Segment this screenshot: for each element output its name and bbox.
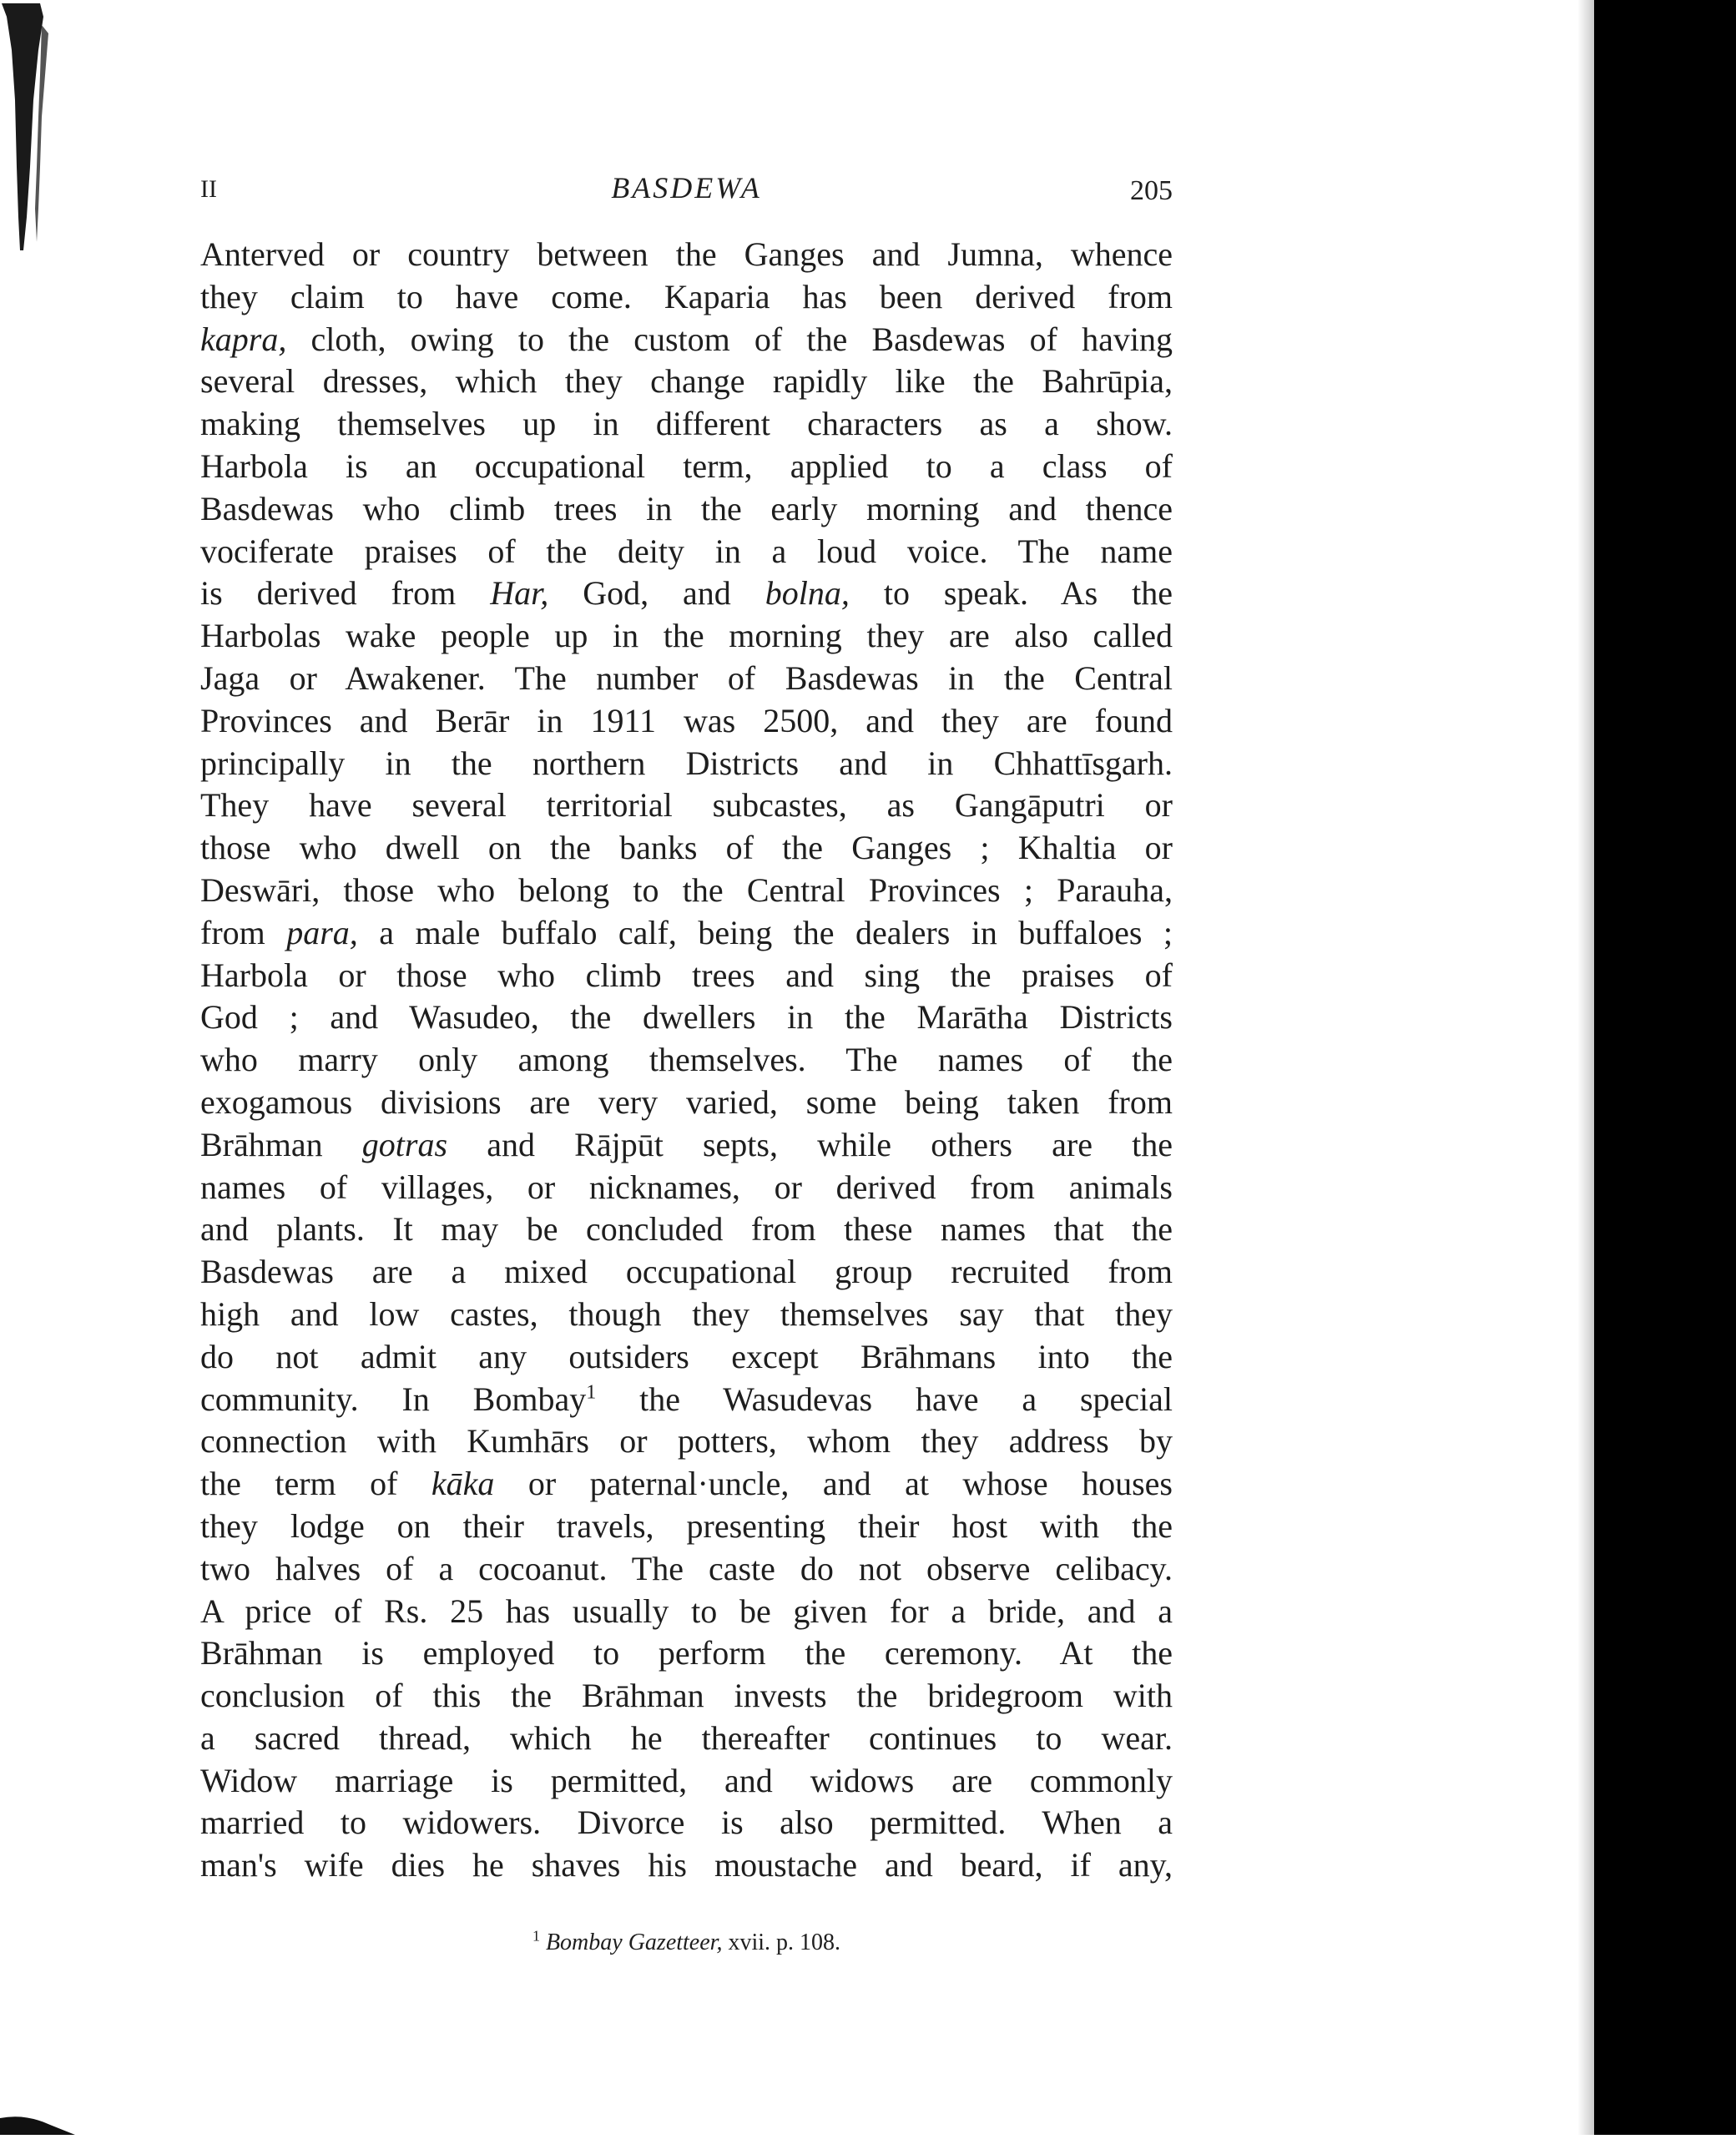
text-segment: Harbola or those who climb trees and sing the praises of bbox=[200, 956, 1173, 994]
text-segment: cloth, owing to the custom of the Basdewas of having bbox=[286, 320, 1173, 358]
running-title: BASDEWA bbox=[611, 171, 762, 204]
text-segment: Jaga or Awakener. The number of Basdewas in the Central bbox=[200, 658, 1173, 697]
text-line bbox=[200, 276, 1173, 319]
italic-term: gotras bbox=[361, 1125, 448, 1163]
text-segment: or paternal·uncle, and at whose houses bbox=[494, 1465, 1173, 1503]
footnote bbox=[200, 1927, 1173, 1956]
italic-term: Har, bbox=[490, 574, 549, 613]
text-segment: two halves of a cocoanut. The caste do not observe celibacy. bbox=[200, 1549, 1173, 1587]
footnote-source: Bombay Gazetteer, bbox=[545, 1930, 723, 1955]
text-line bbox=[200, 319, 1173, 361]
text-segment: God, and bbox=[548, 574, 765, 613]
text-line bbox=[200, 1675, 1173, 1718]
text-segment: principally in the northern Districts and in Chhattīsgarh. bbox=[200, 744, 1173, 782]
text-segment: they claim to have come. Kaparia has been derived from bbox=[200, 277, 1173, 315]
text-segment: connection with Kumhārs or potters, whom they address by bbox=[200, 1422, 1173, 1460]
chapter-numeral: II bbox=[200, 175, 217, 203]
text-line bbox=[200, 1591, 1173, 1633]
text-segment: to speak. As the bbox=[849, 574, 1173, 613]
text-line bbox=[200, 1082, 1173, 1124]
text-line bbox=[200, 784, 1173, 827]
text-segment: conclusion of this the Brāhman invests the bridegroom with bbox=[200, 1677, 1173, 1715]
text-segment: Anterved or country between the Ganges and Jumna, whence bbox=[200, 235, 1173, 273]
text-segment: do not admit any outsiders except Brāhmans into the bbox=[200, 1337, 1173, 1375]
scan-binding-shadow bbox=[0, 0, 58, 275]
text-line bbox=[200, 446, 1173, 488]
text-segment: Brāhman is employed to perform the ceremony. At the bbox=[200, 1634, 1173, 1672]
text-line bbox=[200, 912, 1173, 955]
text-line bbox=[200, 1167, 1173, 1209]
text-line bbox=[200, 658, 1173, 700]
text-segment: a sacred thread, which he thereafter continues to wear. bbox=[200, 1718, 1173, 1757]
text-line bbox=[200, 1379, 1173, 1421]
text-line bbox=[200, 1632, 1173, 1675]
text-line bbox=[200, 531, 1173, 573]
text-line bbox=[200, 1420, 1173, 1463]
italic-term: kāka bbox=[431, 1465, 495, 1503]
text-line bbox=[200, 361, 1173, 403]
text-segment: Widow marriage is permitted, and widows are commonly bbox=[200, 1761, 1173, 1799]
text-line bbox=[200, 1336, 1173, 1379]
text-segment: Deswāri, those who belong to the Central Provinces ; Parauha, bbox=[200, 870, 1173, 909]
text-line bbox=[200, 234, 1173, 276]
text-line bbox=[200, 488, 1173, 531]
text-line bbox=[200, 1760, 1173, 1803]
text-line bbox=[200, 955, 1173, 997]
text-line bbox=[200, 1506, 1173, 1548]
text-line bbox=[200, 827, 1173, 870]
text-segment: Harbola is an occupational term, applied to a class of bbox=[200, 446, 1173, 485]
text-line bbox=[200, 403, 1173, 446]
text-segment: from bbox=[200, 913, 287, 951]
text-line bbox=[200, 996, 1173, 1039]
text-segment: several dresses, which they change rapidly like the Bahrūpia, bbox=[200, 362, 1173, 401]
text-segment: Provinces and Berār in 1911 was 2500, and they are found bbox=[200, 701, 1173, 739]
text-line bbox=[200, 573, 1173, 615]
italic-term: bolna, bbox=[765, 574, 850, 613]
text-line bbox=[200, 1844, 1173, 1887]
text-line bbox=[200, 743, 1173, 785]
text-line bbox=[200, 1208, 1173, 1251]
text-segment: a male buffalo calf, being the dealers in buffaloes ; bbox=[357, 913, 1173, 951]
text-segment: the Wasudevas have a special bbox=[596, 1380, 1173, 1418]
text-segment: and Rājpūt septs, while others are the bbox=[447, 1125, 1173, 1163]
footnote-reference-marker: 1 bbox=[586, 1381, 597, 1404]
footnote-reference: xvii. p. 108. bbox=[722, 1930, 841, 1955]
italic-term: para, bbox=[286, 913, 358, 951]
text-segment: high and low castes, though they themselves say that they bbox=[200, 1294, 1173, 1333]
text-segment: those who dwell on the banks of the Ganges ; Khaltia or bbox=[200, 829, 1173, 867]
text-segment: making themselves up in different characters as a show. bbox=[200, 405, 1173, 443]
text-segment: God ; and Wasudeo, the dwellers in the Marātha Districts bbox=[200, 998, 1173, 1037]
text-line bbox=[200, 1251, 1173, 1294]
italic-term: kapra, bbox=[200, 320, 287, 358]
text-segment: exogamous divisions are very varied, some being taken from bbox=[200, 1082, 1173, 1121]
text-line bbox=[200, 870, 1173, 912]
body-text bbox=[200, 234, 1173, 1887]
text-line bbox=[200, 1802, 1173, 1844]
text-line bbox=[200, 615, 1173, 658]
text-line bbox=[200, 1039, 1173, 1082]
scan-dark-border bbox=[1594, 0, 1736, 2135]
text-segment: Basdewas are a mixed occupational group recruited from bbox=[200, 1253, 1173, 1291]
text-segment: Harbolas wake people up in the morning they are also called bbox=[200, 617, 1173, 655]
text-segment: married to widowers. Divorce is also permitted. When a bbox=[200, 1804, 1173, 1842]
text-segment: man's wife dies he shaves his moustache and beard, if any, bbox=[200, 1846, 1173, 1884]
text-segment: vociferate praises of the deity in a loud voice. The name bbox=[200, 532, 1173, 570]
text-segment: and plants. It may be concluded from these names that the bbox=[200, 1210, 1173, 1249]
text-segment: They have several territorial subcastes, as Gangāputri or bbox=[200, 786, 1173, 825]
text-segment: Basdewas who climb trees in the early morning and thence bbox=[200, 489, 1173, 527]
text-line bbox=[200, 1548, 1173, 1591]
text-segment: who marry only among themselves. The names of the bbox=[200, 1041, 1173, 1079]
text-line bbox=[200, 1718, 1173, 1760]
text-segment: Brāhman bbox=[200, 1125, 362, 1163]
text-line bbox=[200, 1294, 1173, 1336]
text-segment: is derived from bbox=[200, 574, 491, 613]
text-segment: community. In Bombay bbox=[200, 1380, 587, 1418]
text-line bbox=[200, 1124, 1173, 1167]
page-number: 205 bbox=[1130, 175, 1173, 206]
running-header bbox=[200, 167, 1173, 217]
text-segment: they lodge on their travels, presenting their host with the bbox=[200, 1506, 1173, 1545]
scan-corner-shadow bbox=[0, 2110, 75, 2135]
text-segment: the term of bbox=[200, 1465, 431, 1503]
text-segment: names of villages, or nicknames, or derived from animals bbox=[200, 1168, 1173, 1206]
text-line bbox=[200, 1463, 1173, 1506]
text-line bbox=[200, 700, 1173, 743]
text-segment: A price of Rs. 25 has usually to be given for a bride, and a bbox=[200, 1592, 1173, 1630]
footnote-marker: 1 bbox=[532, 1927, 540, 1945]
